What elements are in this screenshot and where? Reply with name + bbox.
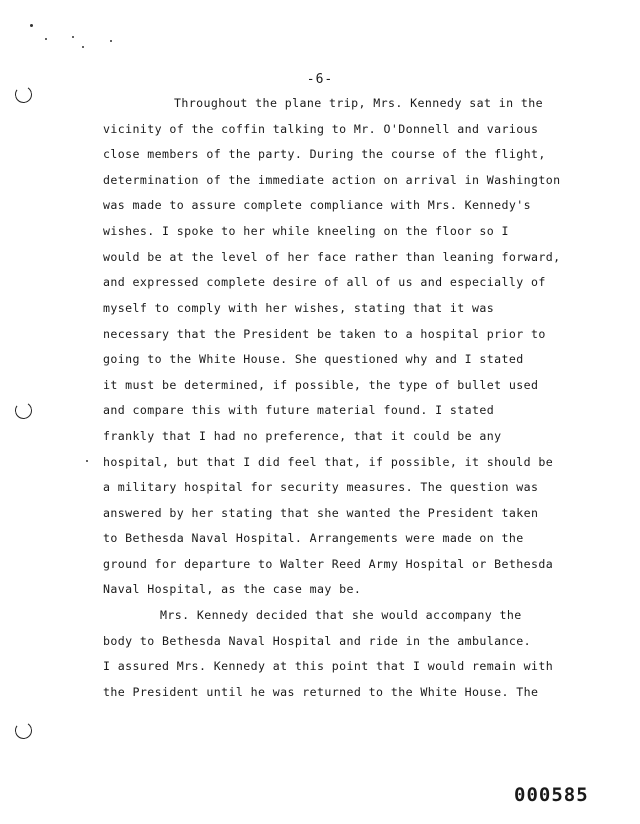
binder-hole-bottom xyxy=(14,721,34,741)
scan-speck xyxy=(30,24,33,27)
document-id-stamp: 000585 xyxy=(514,784,589,806)
text-line: I assured Mrs. Kennedy at this point that I would remain with xyxy=(103,659,554,673)
text-line: it must be determined, if possible, the type of bullet used xyxy=(103,378,539,392)
text-line: was made to assure complete compliance with Mrs. Kennedy's xyxy=(103,198,532,212)
text-line: determination of the immediate action on arrival in Washington xyxy=(103,173,561,187)
text-line: to Bethesda Naval Hospital. Arrangements were made on the xyxy=(103,531,524,545)
text-line: body to Bethesda Naval Hospital and ride in the ambulance. xyxy=(103,634,532,648)
text-line: wishes. I spoke to her while kneeling on the floor so I xyxy=(103,224,509,238)
scan-speck xyxy=(82,46,84,48)
scan-speck xyxy=(110,40,112,42)
text-line: and expressed complete desire of all of us and especially of xyxy=(103,275,546,289)
binder-hole-middle xyxy=(14,401,34,421)
text-line: the President until he was returned to the White House. The xyxy=(103,685,539,699)
text-line: myself to comply with her wishes, stating that it was xyxy=(103,301,495,315)
text-line: answered by her stating that she wanted the President taken xyxy=(103,506,539,520)
text-line: would be at the level of her face rather than leaning forward, xyxy=(103,250,561,264)
scan-speck xyxy=(45,38,47,40)
text-line: Naval Hospital, as the case may be. xyxy=(103,582,362,596)
text-line: ground for departure to Walter Reed Army Hospital or Bethesda xyxy=(103,557,554,571)
text-line: a military hospital for security measures. The question was xyxy=(103,480,539,494)
scan-speck xyxy=(72,36,74,38)
text-line: hospital, but that I did feel that, if possible, it should be xyxy=(103,455,554,469)
page-number: -6- xyxy=(306,72,334,87)
text-line: Mrs. Kennedy decided that she would accompany the xyxy=(160,608,522,622)
text-line: vicinity of the coffin talking to Mr. O'Donnell and various xyxy=(103,122,539,136)
binder-hole-top xyxy=(14,85,34,105)
text-line: necessary that the President be taken to a hospital prior to xyxy=(103,327,546,341)
text-line: frankly that I had no preference, that it could be any xyxy=(103,429,502,443)
text-line: going to the White House. She questioned why and I stated xyxy=(103,352,524,366)
text-line: close members of the party. During the course of the flight, xyxy=(103,147,546,161)
text-line: and compare this with future material found. I stated xyxy=(103,403,495,417)
scan-speck xyxy=(86,460,88,462)
text-line: Throughout the plane trip, Mrs. Kennedy sat in the xyxy=(174,96,544,110)
